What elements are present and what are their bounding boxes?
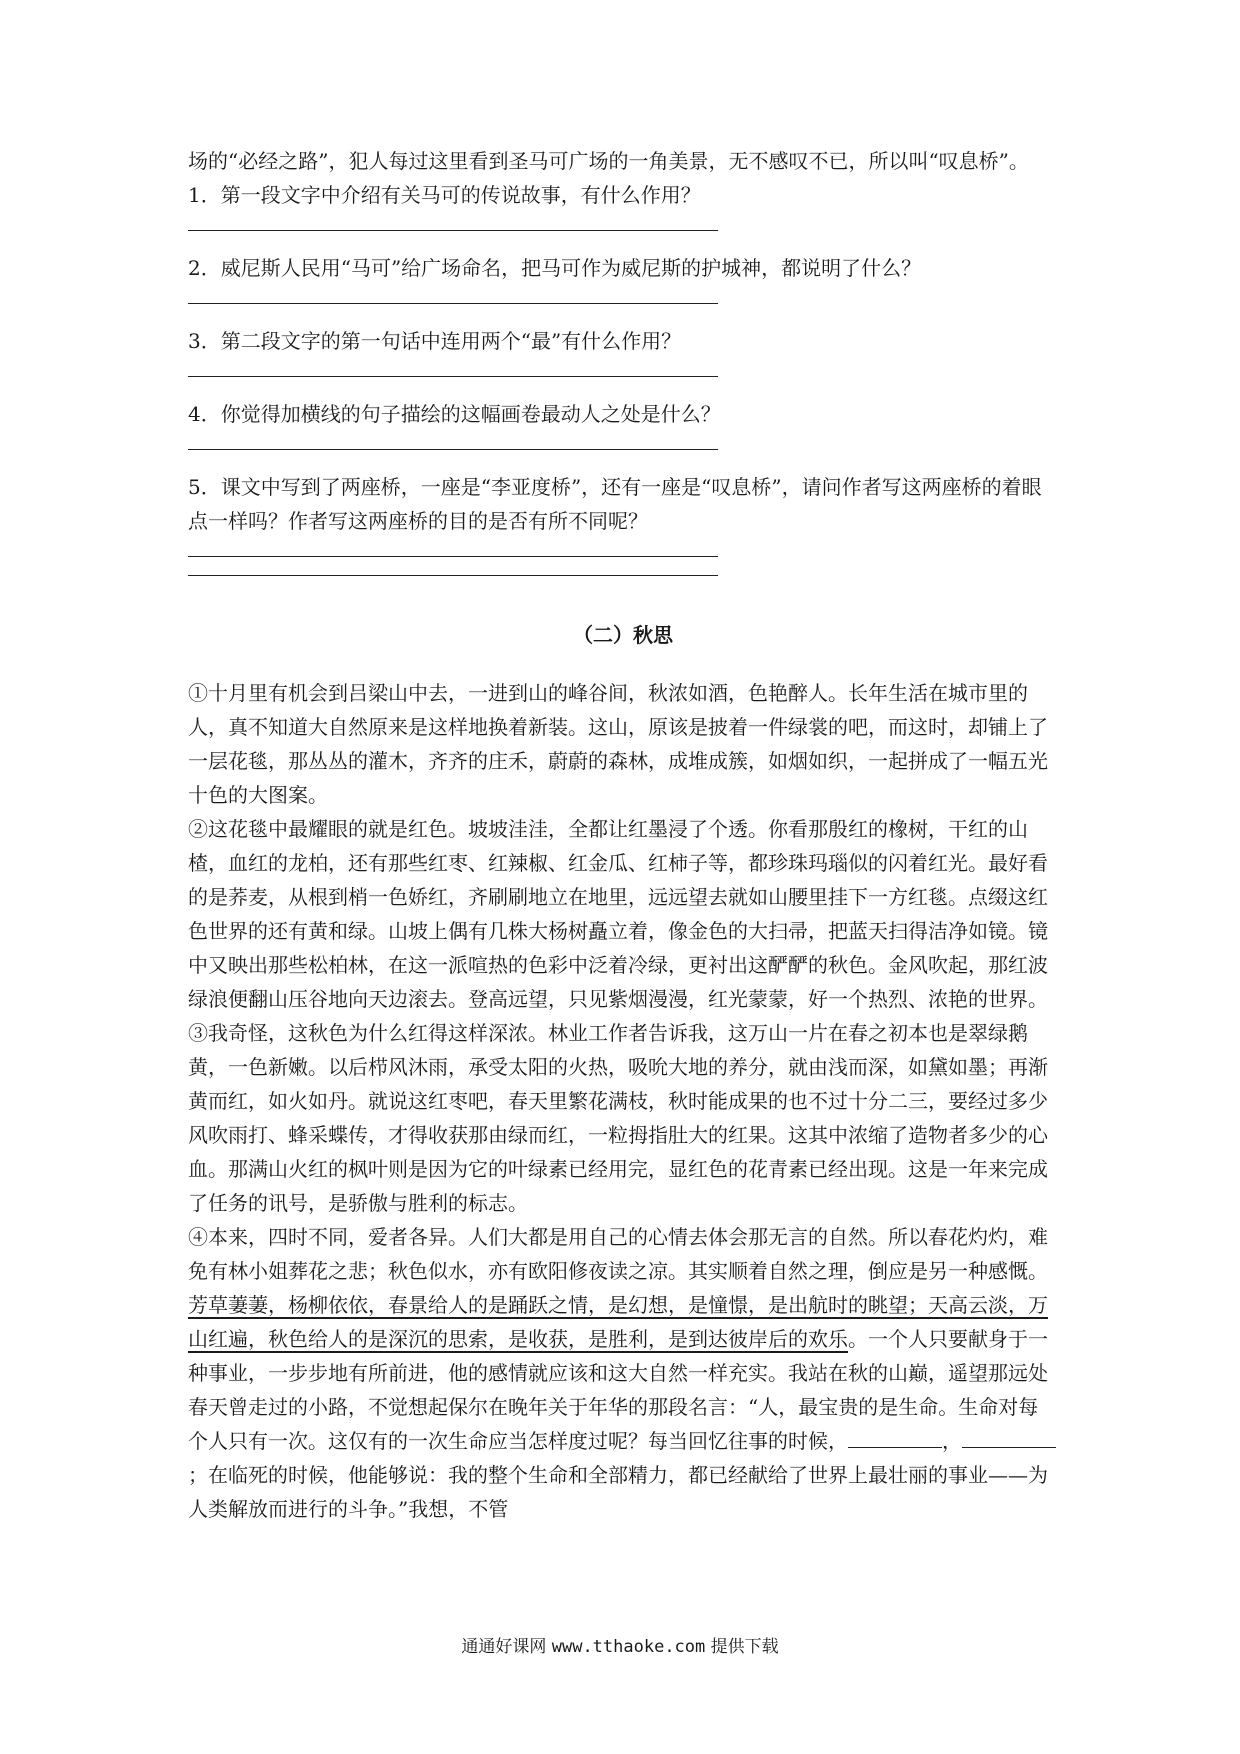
page-content xyxy=(188,144,1058,1526)
paragraph-4 xyxy=(188,1220,1058,1526)
question-4: 4．你觉得加横线的句子描绘的这幅画卷最动人之处是什么？ xyxy=(188,402,721,426)
paragraph-4-end: ；在临死的时候，他能够说：我的整个生命和全部精力，都已经献给了世界上最壮丽的事业——为人类解放而进行的斗争。”我想，不管 xyxy=(188,1463,1048,1521)
paragraph-4-separator: ， xyxy=(942,1429,962,1453)
question-5: 5．课文中写到了两座桥，一座是“李亚度桥”，还有一座是“叹息桥”，请问作者写这两座桥的着眼点一样吗？作者写这两座桥的目的是否有所不同呢？ xyxy=(188,475,1042,533)
fill-blank-2[interactable] xyxy=(962,1427,1056,1448)
paragraph-4-middle: 。一个人只要献身于一种事业，一步步地有所前进，他的感情就应该和这大自然一样充实。我站在秋的山巅，遥望那远处春天曾走过的小路，不觉想起保尔在晚年关于年华的那段名言：“人，最宝贵的是生命。生命对每个人只有一次。这仅有的一次生命应当怎样度过呢？每当回忆往事的时候， xyxy=(188,1327,1048,1453)
paragraph-3: ③我奇怪，这秋色为什么红得这样深浓。林业工作者告诉我，这万山一片在春之初本也是翠绿鹅黄，一色新嫩。以后栉风沐雨，承受太阳的火热，吸吮大地的养分，就由浅而深，如黛如墨；再渐黄而红，如火如丹。就说这红枣吧，春天里繁花满枝，秋时能成果的也不过十分二三，要经过多少风吹雨打、蜂采蝶传，才得收获那由绿而红，一粒拇指肚大的红果。这其中浓缩了造物者多少的心血。那满山火红的枫叶则是因为它的叶绿素已经用完，显红色的花青素已经出现。这是一年来完成了任务的讯号，是骄傲与胜利的标志。 xyxy=(188,1021,1048,1215)
paragraph-4-start: ④本来，四时不同，爱者各异。人们大都是用自己的心情去体会那无言的自然。所以春花灼灼，难免有林小姐葬花之悲；秋色似水，亦有欧阳修夜读之凉。其实顺着自然之理，倒应是另一种感慨。 xyxy=(188,1225,1048,1283)
section-title: （二）秋思 xyxy=(573,623,673,647)
question-2: 2．威尼斯人民用“马可”给广场命名，把马可作为威尼斯的护城神，都说明了什么？ xyxy=(188,256,922,280)
paragraph-2: ②这花毯中最耀眼的就是红色。坡坡洼洼，全都让红墨浸了个透。你看那殷红的橡树，干红的山楂，血红的龙柏，还有那些红枣、红辣椒、红金瓜、红柿子等，都珍珠玛瑙似的闪着红光。最好看的是荞麦，从根到梢一色娇红，齐刷刷地立在地里，远远望去就如山腰里挂下一方红毯。点缀这红色世界的还有黄和绿。山坡上偶有几株大杨树矗立着，像金色的大扫帚，把蓝天扫得洁净如镜。镜中又映出那些松柏林，在这一派喧热的色彩中泛着冷绿，更衬出这酽酽的秋色。金风吹起，那红波绿浪便翻山压谷地向天边滚去。登高远望，只见紫烟漫漫，红光蒙蒙，好一个热烈、浓艳的世界。 xyxy=(188,817,1048,1011)
question-3: 3．第二段文字的第一句话中连用两个“最”有什么作用？ xyxy=(188,329,682,353)
question-1: 1．第一段文字中介绍有关马可的传说故事，有什么作用？ xyxy=(188,183,701,207)
answer-line-5a[interactable] xyxy=(188,556,718,557)
answer-line-1[interactable] xyxy=(188,230,718,231)
answer-line-2[interactable] xyxy=(188,303,718,304)
intro-paragraph: 场的“必经之路”，犯人每过这里看到圣马可广场的一角美景，无不感叹不已，所以叫“叹息桥”。 xyxy=(188,149,1029,173)
answer-line-5b[interactable] xyxy=(188,575,718,576)
footer-url[interactable]: www.tthaoke.com xyxy=(551,1637,706,1657)
paragraph-1: ①十月里有机会到吕梁山中去，一进到山的峰谷间，秋浓如酒，色艳醉人。长年生活在城市里的人，真不知道大自然原来是这样地换着新装。这山，原该是披着一件绿裳的吧，而这时，却铺上了一层花毯，那丛丛的灌木，齐齐的庄禾，蔚蔚的森林，成堆成簇，如烟如织，一起拼成了一幅五光十色的大图案。 xyxy=(188,681,1048,807)
fill-blank-1[interactable] xyxy=(848,1427,942,1448)
page-footer xyxy=(0,1632,1240,1657)
footer-suffix: 提供下载 xyxy=(710,1637,779,1657)
footer-site-name: 通通好课网 xyxy=(461,1637,547,1657)
underlined-sentence: 芳草萋萋，杨柳依依，春景给人的是踊跃之情，是幻想，是憧憬，是出航时的眺望；天高云淡，万山红遍，秋色给人的是深沉的思索，是收获，是胜利，是到达彼岸后的欢乐 xyxy=(188,1293,1048,1351)
answer-line-4[interactable] xyxy=(188,449,718,450)
answer-line-3[interactable] xyxy=(188,376,718,377)
